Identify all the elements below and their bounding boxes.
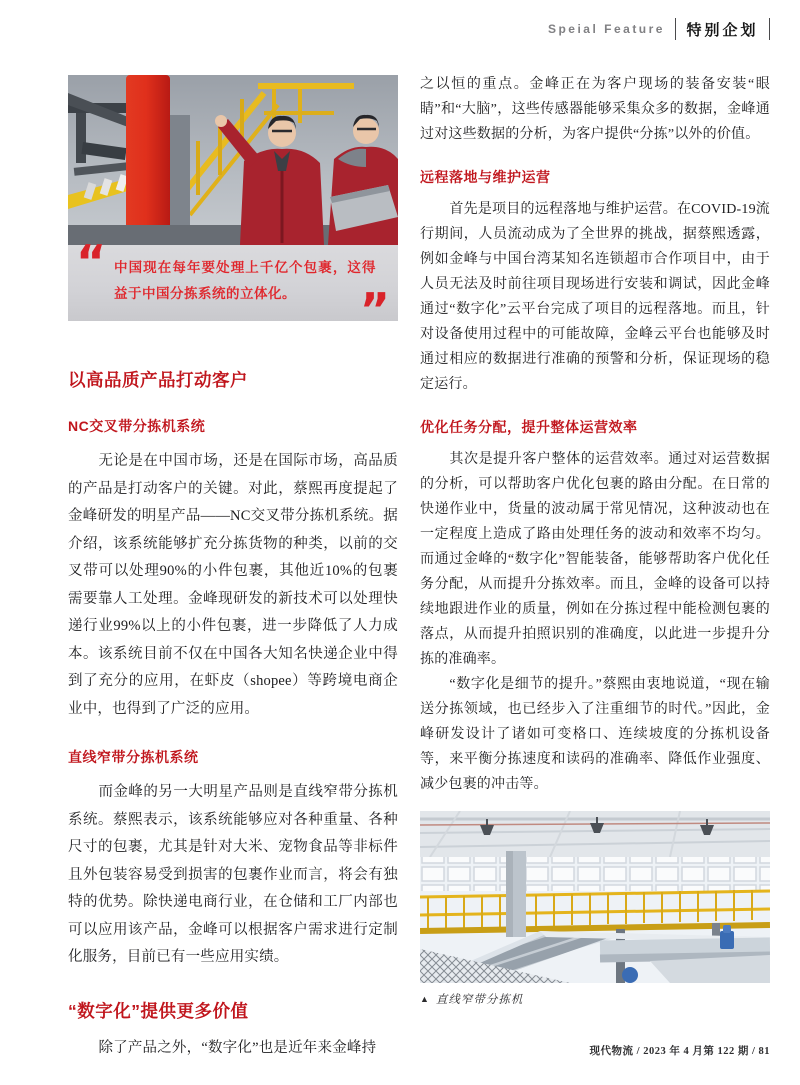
paragraph-digital-details: “数字化是细节的提升。”蔡熙由衷地说道，“现在输送分拣领域，也已经步入了注重细节的时代。”因此，金峰研发设计了诸如可变格口、连续坡度的分拣机设备等，来平衡分拣速度和读码的准确率、降低作业强度、减少包裹的冲击等。 <box>420 677 770 792</box>
photo-caption <box>420 991 770 1007</box>
header-divider <box>675 18 677 40</box>
header-divider <box>769 18 771 40</box>
warehouse-scene-illustration <box>68 75 398 245</box>
section-eyebrow: Speial Feature <box>547 22 665 36</box>
caption-marker-icon: ▲ <box>420 994 430 1004</box>
close-quote-icon: ” <box>359 283 390 337</box>
paragraph-remote-ops: 首先是项目的远程落地与维护运营。在COVID-19流行期间，人员流动成为了全世界的挑战，据蔡熙透露，例如金峰与中国台湾某知名连锁超市合作项目中，由于人员无法及时前往项目现场进行安装和调试，因此金峰通过“数字化”云平台完成了项目的远程落地。而且，针对设备使用过程中的可能故障，金峰云平台也能够及时通过相应的数据进行准确的预警和分析，保证现场的稳定运行。 <box>420 202 770 392</box>
paragraph-task-optimization: 其次是提升客户整体的运营效率。通过对运营数据的分析，可以帮助客户优化包裹的路由分配。在日常的快递作业中，货量的波动属于常见情况，这种波动也在一定程度上造成了路由处理任务的波动和效率不均匀。而通过金峰的“数字化”智能装备，能够帮助客户优化任务分配，从而提升分拣效率。而且，金峰的设备可以持续地跟进作业的质量，例如在分拣过程中能检测包裹的落点，从而提升拍照识别的准确度，以此进一步提升分拣的准确率。 <box>420 452 770 667</box>
right-column <box>420 72 770 1007</box>
paragraph-linear-sorter: 而金峰的另一大明星产品则是直线窄带分拣机系统。蔡熙表示，该系统能够应对各种重量、各种尺寸的包裹，尤其是针对大米、宠物食品等非标件且外包装容易受到损害的包裹作业而言，将会有独特的优势。除快递电商行业，在仓储和工厂内部也可以应用该产品，金峰可以根据客户需求进行定制化服务，目前已有一些应用实绩。 <box>68 784 398 965</box>
open-quote-icon: “ <box>76 235 107 289</box>
paragraph-nc-sorter: 无论是在中国市场，还是在国际市场，高品质的产品是打动客户的关键。对此，蔡熙再度提起了金峰研发的明星产品——NC交叉带分拣机系统。据介绍，该系统能够扩充分拣货物的种类，以前的交叉带可以处理90%的小件包裹，其他近10%的包裹需要靠人工处理。金峰现研发的新技术可以处理快递行业99%以上的小件包裹，进一步降低了人力成本。该系统目前不仅在中国各大知名快递企业中得到了充分的应用，在虾皮（shopee）等跨境电商企业中，也得到了广泛的应用。 <box>68 453 398 717</box>
section-title-quality: 以高品质产品打动客户 <box>68 370 248 390</box>
sorting-facility-illustration <box>420 811 770 983</box>
paragraph-continued: 之以恒的重点。金峰正在为客户现场的装备安装“眼睛”和“大脑”，这些传感器能够采集众多的数据，金峰通过对这些数据的分析，为客户提供“分拣”以外的价值。 <box>420 77 770 142</box>
pull-quote <box>68 235 398 337</box>
page-header <box>548 18 770 40</box>
subsection-title-task-optimization: 优化任务分配，提升整体运营效率 <box>420 419 638 435</box>
section-badge: 特别企划 <box>686 21 759 39</box>
left-column <box>68 75 398 1062</box>
paragraph-digital-intro: 除了产品之外，“数字化”也是近年来金峰持 <box>98 1039 377 1056</box>
pull-quote-text: 中国现在每年要处理上千亿个包裹，这得益于中国分拣系统的立体化。 <box>114 260 376 301</box>
subsection-title-remote-ops: 远程落地与维护运营 <box>420 169 551 185</box>
page-footer: 现代物流 / 2023 年 4 月第 122 期 / 81 <box>589 1046 770 1057</box>
subsection-title-nc-sorter: NC交叉带分拣机系统 <box>68 418 206 434</box>
two-engineers-photo <box>68 75 398 245</box>
sorting-machine-photo <box>420 811 770 983</box>
caption-label: 直线窄带分拣机 <box>435 994 524 1006</box>
section-title-digital: “数字化”提供更多价值 <box>68 1000 249 1021</box>
subsection-title-linear-sorter: 直线窄带分拣机系统 <box>68 749 199 765</box>
